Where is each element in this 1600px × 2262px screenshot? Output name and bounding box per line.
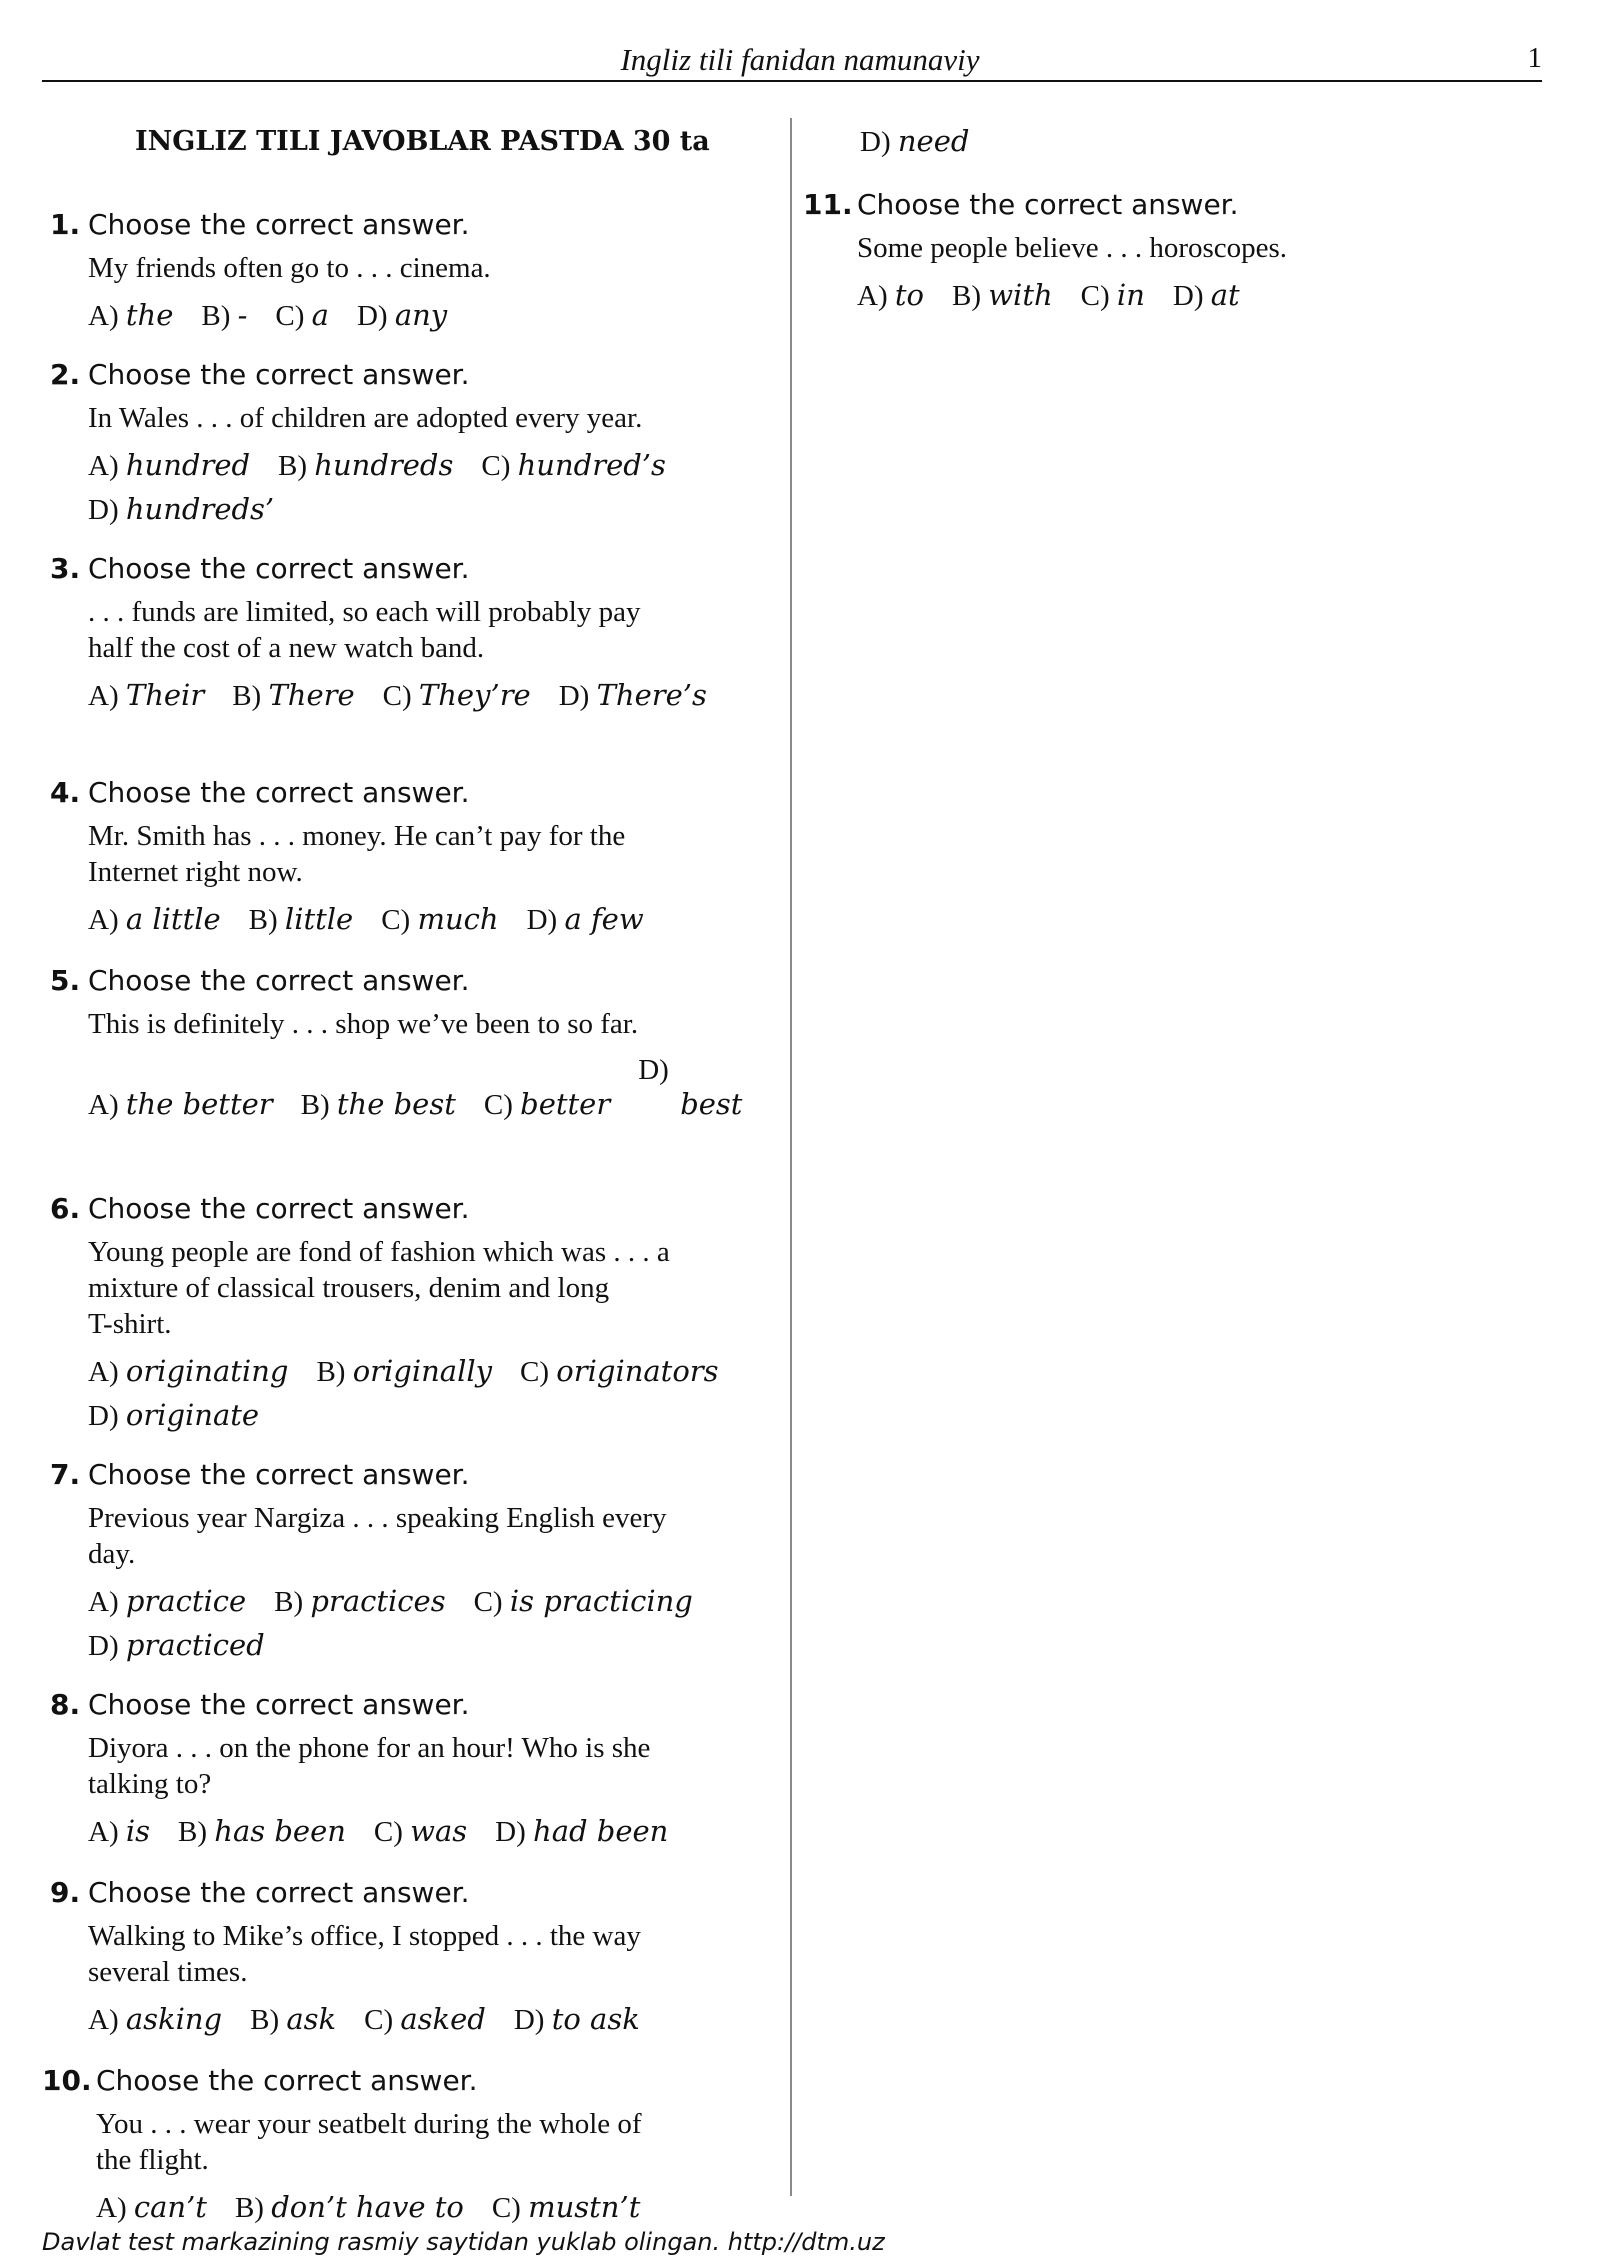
option-letter: A)	[88, 450, 119, 482]
option-letter: D)	[513, 2004, 545, 2036]
answer-option[interactable]	[520, 1354, 719, 1389]
option-letter: D)	[88, 494, 119, 526]
question-number: 11.	[803, 188, 853, 221]
question-text-line: half the cost of a new watch band.	[88, 632, 485, 664]
answer-option[interactable]	[88, 678, 204, 713]
option-value: the best	[336, 1087, 456, 1121]
option-value: originate	[125, 1398, 260, 1432]
option-letter: A)	[857, 280, 888, 312]
answer-options-row	[88, 448, 694, 483]
option-letter: D)	[356, 300, 388, 332]
page-header-title: Ingliz tili fanidan namunaviy	[620, 42, 980, 77]
answer-option[interactable]	[481, 448, 666, 483]
question-instruction: Choose the correct answer.	[96, 2064, 478, 2097]
option-value: asking	[125, 2002, 223, 2036]
option-value: don’t have to	[271, 2190, 464, 2224]
question-text-line: the flight.	[96, 2144, 209, 2176]
option-letter: B)	[278, 450, 308, 482]
answer-option[interactable]	[484, 1087, 610, 1122]
question-number: 6.	[50, 1192, 81, 1225]
question-instruction: Choose the correct answer.	[88, 776, 470, 809]
option-value: hundreds	[314, 448, 454, 482]
answer-option[interactable]	[88, 1814, 150, 1849]
answer-option[interactable]	[495, 1814, 668, 1849]
answer-option[interactable]	[88, 1354, 288, 1389]
option-letter: A)	[88, 2004, 119, 2036]
answer-option[interactable]	[274, 1584, 445, 1619]
answer-option[interactable]	[275, 298, 329, 333]
option-letter: D)	[495, 1816, 526, 1848]
answer-options-row	[88, 678, 735, 713]
option-letter: B)	[178, 1816, 208, 1848]
question-instruction: Choose the correct answer.	[88, 358, 470, 391]
answer-options-row	[96, 2190, 668, 2225]
option-value: any	[394, 298, 448, 332]
option-letter: B)	[234, 2192, 264, 2224]
test-heading: INGLIZ TILI JAVOBLAR PASTDA 30 ta	[135, 126, 710, 157]
answer-option[interactable]	[374, 1814, 467, 1849]
option-letter: C)	[1080, 280, 1110, 312]
option-value: -	[237, 298, 248, 332]
question-text-line: mixture of classical trousers, denim and long	[88, 1272, 610, 1304]
option-value: mustn’t	[528, 2190, 641, 2224]
question-number: 7.	[50, 1458, 81, 1491]
question-text-line: My friends often go to . . . cinema.	[88, 252, 491, 284]
answer-options-row	[857, 278, 1268, 313]
option-letter: C)	[481, 450, 511, 482]
question-number: 1.	[50, 208, 81, 241]
answer-option[interactable]	[301, 1087, 456, 1122]
answer-option[interactable]	[492, 2190, 641, 2225]
option-letter: B)	[250, 2004, 280, 2036]
option-value: There’s	[596, 678, 707, 712]
question-text-line: . . . funds are limited, so each will probably pay	[88, 596, 641, 628]
option-value: Their	[125, 678, 205, 712]
question-text-line: Some people believe . . . horoscopes.	[857, 232, 1288, 264]
option-letter: C)	[483, 1089, 513, 1121]
option-value: little	[284, 902, 354, 936]
answer-option[interactable]	[278, 448, 453, 483]
option-letter: C)	[491, 2192, 521, 2224]
answer-option[interactable]	[96, 2190, 207, 2225]
answer-options-row	[88, 1354, 747, 1389]
answer-option[interactable]	[381, 902, 498, 937]
question-number: 10.	[42, 2064, 92, 2097]
answer-options-row	[88, 2002, 668, 2037]
answer-option[interactable]	[88, 1584, 246, 1619]
question-instruction: Choose the correct answer.	[88, 552, 470, 585]
option-value: practice	[125, 1584, 247, 1618]
option-letter: D)	[88, 1400, 119, 1432]
option-value: to	[894, 278, 924, 312]
answer-option[interactable]	[364, 2002, 486, 2037]
answer-options-row-continued	[860, 124, 997, 159]
option-value: a	[311, 298, 329, 332]
footer-source: Davlat test markazining rasmiy saytidan yuklab olingan. http://dtm.uz	[42, 2228, 885, 2256]
answer-option[interactable]	[357, 298, 447, 333]
option-value: originally	[352, 1354, 493, 1388]
option-value: is practicing	[509, 1584, 693, 1618]
answer-options-row	[88, 1628, 293, 1663]
answer-options-row	[88, 902, 672, 937]
option-value: practices	[310, 1584, 446, 1618]
option-letter: C)	[520, 1356, 550, 1388]
option-value: ask	[286, 2002, 337, 2036]
answer-options-row	[88, 1814, 696, 1849]
option-letter: A)	[88, 680, 119, 712]
question-instruction: Choose the correct answer.	[88, 1688, 470, 1721]
answer-option[interactable]	[178, 1814, 346, 1849]
option-letter: B)	[951, 280, 981, 312]
question-text-line: talking to?	[88, 1768, 212, 1800]
option-value: need	[897, 124, 970, 158]
option-letter: D)	[88, 1630, 119, 1662]
answer-options-row	[88, 492, 302, 527]
option-value: a little	[125, 902, 221, 936]
answer-options-row	[88, 1054, 770, 1122]
option-letter: D)	[558, 680, 590, 712]
option-value: the	[125, 298, 174, 332]
option-value: hundred’s	[517, 448, 666, 482]
answer-option[interactable]	[249, 902, 354, 937]
option-value: was	[410, 1814, 468, 1848]
answer-option[interactable]	[638, 1054, 742, 1122]
option-value: can’t	[133, 2190, 207, 2224]
option-letter: C)	[382, 680, 412, 712]
option-letter: C)	[373, 1816, 403, 1848]
option-letter: A)	[88, 300, 119, 332]
option-letter: B)	[274, 1586, 304, 1618]
option-value: practiced	[125, 1628, 265, 1662]
option-letter: B)	[300, 1089, 330, 1121]
option-letter: B)	[232, 680, 262, 712]
question-text-line: This is definitely . . . shop we’ve been to so far.	[88, 1008, 639, 1040]
answer-option[interactable]	[232, 678, 354, 713]
option-letter: C)	[364, 2004, 394, 2036]
option-value: They’re	[418, 678, 531, 712]
option-letter: C)	[473, 1586, 503, 1618]
question-number: 3.	[50, 552, 81, 585]
answer-option[interactable]	[857, 278, 924, 313]
option-value: originating	[125, 1354, 289, 1388]
answer-option[interactable]	[88, 298, 173, 333]
question-text-line: T-shirt.	[88, 1308, 172, 1340]
question-text-line: several times.	[88, 1956, 248, 1988]
option-letter: A)	[96, 2192, 127, 2224]
answer-option[interactable]	[235, 2190, 464, 2225]
question-text-line: Previous year Nargiza . . . speaking English every	[88, 1502, 667, 1534]
option-letter: D)	[860, 126, 891, 158]
question-text-line: Young people are fond of fashion which was . . . a	[88, 1236, 670, 1268]
option-letter: C)	[381, 904, 411, 936]
answer-option[interactable]	[88, 492, 274, 527]
answer-options-row	[88, 1398, 287, 1433]
question-text-line: day.	[88, 1538, 136, 1570]
option-value: has been	[214, 1814, 346, 1848]
option-letter: B)	[201, 300, 231, 332]
option-value: hundreds’	[125, 492, 275, 526]
option-value: a few	[564, 902, 644, 936]
option-value: best	[680, 1087, 743, 1121]
option-value: the better	[125, 1087, 273, 1121]
question-text-line: In Wales . . . of children are adopted every year.	[88, 402, 643, 434]
page-number: 1	[1527, 42, 1542, 74]
option-letter: A)	[88, 1586, 119, 1618]
option-letter: A)	[88, 1089, 119, 1121]
option-value: There	[268, 678, 355, 712]
answer-option[interactable]	[559, 678, 707, 713]
option-value: better	[520, 1087, 611, 1121]
question-instruction: Choose the correct answer.	[88, 1876, 470, 1909]
option-value: originators	[556, 1354, 719, 1388]
option-value: much	[417, 902, 499, 936]
question-instruction: Choose the correct answer.	[88, 1192, 470, 1225]
answer-option[interactable]	[201, 298, 247, 333]
answer-option[interactable]	[474, 1584, 693, 1619]
header-divider	[42, 80, 1542, 82]
question-instruction: Choose the correct answer.	[88, 1458, 470, 1491]
answer-option[interactable]	[88, 1628, 265, 1663]
option-value: had been	[533, 1814, 669, 1848]
question-number: 4.	[50, 776, 81, 809]
option-value: with	[988, 278, 1053, 312]
question-text-line: Diyora . . . on the phone for an hour! Who is she	[88, 1732, 651, 1764]
column-divider	[790, 118, 792, 2196]
option-value: is	[125, 1814, 151, 1848]
question-text-line: Mr. Smith has . . . money. He can’t pay for the	[88, 820, 626, 852]
question-number: 8.	[50, 1688, 81, 1721]
option-letter: A)	[88, 1356, 119, 1388]
answer-options-row	[88, 1584, 721, 1619]
option-value: in	[1116, 278, 1145, 312]
option-value: to ask	[551, 2002, 640, 2036]
option-letter: D)	[638, 1054, 669, 1086]
question-number: 5.	[50, 964, 81, 997]
question-number: 2.	[50, 358, 81, 391]
option-value: at	[1210, 278, 1240, 312]
option-letter: B)	[316, 1356, 346, 1388]
answer-option[interactable]	[1081, 278, 1145, 313]
answer-option[interactable]	[952, 278, 1053, 313]
answer-option[interactable]	[88, 2002, 222, 2037]
question-instruction: Choose the correct answer.	[88, 208, 470, 241]
answer-option[interactable]	[514, 2002, 640, 2037]
question-instruction: Choose the correct answer.	[857, 188, 1239, 221]
answer-option[interactable]	[527, 902, 644, 937]
question-number: 9.	[50, 1876, 81, 1909]
answer-option[interactable]	[383, 678, 531, 713]
answer-option[interactable]	[88, 1398, 259, 1433]
answer-option[interactable]	[250, 2002, 336, 2037]
option-letter: A)	[88, 904, 119, 936]
option-letter: D)	[1172, 280, 1204, 312]
answer-option[interactable]	[88, 448, 250, 483]
answer-option[interactable]	[860, 124, 969, 159]
question-text-line: You . . . wear your seatbelt during the whole of	[96, 2108, 642, 2140]
option-value: hundred	[125, 448, 251, 482]
answer-option[interactable]	[88, 902, 221, 937]
option-value: asked	[400, 2002, 486, 2036]
question-instruction: Choose the correct answer.	[88, 964, 470, 997]
answer-option[interactable]	[88, 1087, 273, 1122]
option-letter: A)	[88, 1816, 119, 1848]
option-letter: D)	[526, 904, 558, 936]
option-letter: C)	[275, 300, 305, 332]
question-text-line: Internet right now.	[88, 856, 303, 888]
question-text-line: Walking to Mike’s office, I stopped . . . the way	[88, 1920, 641, 1952]
option-letter: B)	[248, 904, 278, 936]
answer-options-row	[88, 298, 475, 333]
answer-option[interactable]	[316, 1354, 492, 1389]
answer-option[interactable]	[1173, 278, 1240, 313]
